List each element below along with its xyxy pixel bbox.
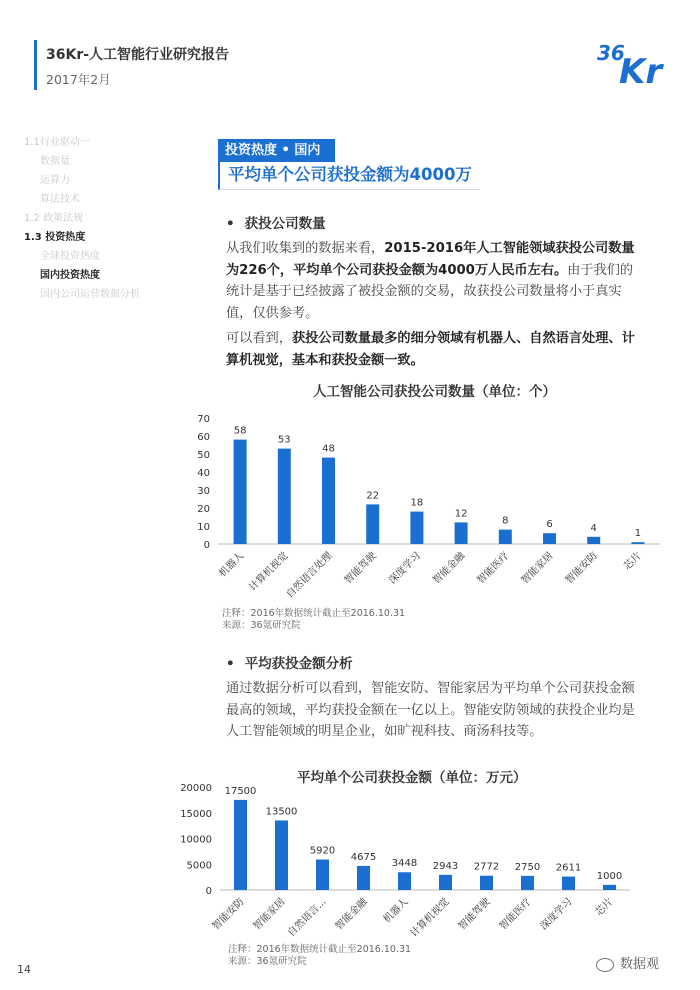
paragraph-count-2: 可以看到，获投公司数量最多的细分领域有机器人、自然语言处理、计算机视觉，基本和获投金额一致。 <box>226 331 635 368</box>
y-tick-label: 30 <box>197 486 210 497</box>
bullet-heading-amount: • 平均获投金额分析 <box>226 656 353 672</box>
x-tick-label: 智能驾驶 <box>456 896 493 933</box>
data-label: 2611 <box>555 862 582 874</box>
x-tick-label: 深度学习 <box>386 550 424 587</box>
chart2-note: 注释：2016年数据统计截止至2016.10.31 来源：36氪研究院 <box>228 944 412 967</box>
data-label: 1 <box>634 528 642 540</box>
toc-item[interactable]: 数据量 <box>40 156 70 167</box>
svg-text:36: 36 <box>597 41 625 65</box>
x-tick-label: 自然语言... <box>285 896 329 940</box>
page-number: 14 <box>17 963 31 976</box>
x-tick-label: 智能驾驶 <box>342 550 379 587</box>
chart2-title: 平均单个公司获投金额（单位：万元） <box>297 770 527 786</box>
y-tick-label: 15000 <box>180 808 212 820</box>
x-tick-label: 智能医疗 <box>475 550 512 587</box>
x-tick-label: 计算机视觉 <box>408 896 452 940</box>
x-tick-label: 智能金融 <box>333 896 370 933</box>
toc-item[interactable]: 全球投资热度 <box>40 251 100 262</box>
x-tick-label: 芯片 <box>622 550 645 573</box>
section-tag: 投资热度 • 国内 <box>218 139 335 162</box>
y-tick-label: 0 <box>205 886 212 897</box>
data-label: 1000 <box>596 870 623 882</box>
y-tick-label: 10 <box>197 522 210 533</box>
data-label: 58 <box>233 425 247 437</box>
data-label: 3448 <box>391 858 418 870</box>
x-tick-label: 芯片 <box>593 896 616 919</box>
data-label: 53 <box>277 434 291 446</box>
bar <box>410 512 423 544</box>
chart-company-count <box>170 405 680 605</box>
paragraph-count-1: 从我们收集到的数据来看，2015-2016年人工智能领域获投公司数量为226个，平均单个公司获投金额为4000万人民币左右。由于我们的统计是基于已经披露了被投金额的交易，故获投公司数量将小于真实值，仅供参考。 <box>226 241 635 321</box>
wechat-icon <box>596 958 614 972</box>
data-label: 48 <box>322 443 335 455</box>
bullet-heading-count: • 获投公司数量 <box>226 216 326 232</box>
svg-text:Kr: Kr <box>619 52 663 88</box>
bar <box>278 449 291 544</box>
bar <box>439 875 452 890</box>
bar <box>587 537 600 544</box>
header-accent-bar <box>34 40 37 90</box>
bar <box>234 440 247 544</box>
bar <box>631 542 644 544</box>
data-label: 2772 <box>473 861 500 873</box>
table-of-contents <box>24 133 204 304</box>
x-tick-label: 计算机视觉 <box>247 550 291 594</box>
36kr-logo <box>597 38 683 88</box>
y-tick-label: 0 <box>203 540 210 551</box>
data-label: 8 <box>502 515 509 527</box>
data-label: 22 <box>366 490 380 502</box>
data-label: 2750 <box>514 861 541 873</box>
bar <box>521 876 534 890</box>
bar <box>322 458 335 544</box>
data-label: 2943 <box>432 860 459 872</box>
toc-item[interactable]: 1.3 投资热度 <box>24 232 86 243</box>
x-tick-label: 自然语言处理 <box>284 550 335 601</box>
x-tick-label: 深度学习 <box>538 896 575 933</box>
x-tick-label: 智能医疗 <box>497 896 534 933</box>
data-label: 5920 <box>309 845 336 857</box>
report-date: 2017年2月 <box>46 72 111 87</box>
bar <box>398 872 411 890</box>
x-tick-label: 智能金融 <box>431 550 468 587</box>
y-tick-label: 20000 <box>180 783 212 794</box>
bar <box>480 876 493 890</box>
bar <box>455 522 468 544</box>
chart1-note: 注释：2016年数据统计截止至2016.10.31 来源：36氪研究院 <box>222 608 406 631</box>
data-label: 17500 <box>224 785 257 797</box>
x-tick-label: 智能家居 <box>251 896 288 933</box>
toc-item[interactable]: 1.2 政策法规 <box>24 213 84 224</box>
data-label: 12 <box>454 508 468 520</box>
toc-item[interactable]: 国内投资热度 <box>40 270 100 281</box>
x-tick-label: 智能安防 <box>563 550 600 587</box>
y-tick-label: 40 <box>197 468 210 479</box>
x-tick-label: 智能安防 <box>210 896 247 933</box>
toc-item[interactable]: 国内公司运营数据分析 <box>40 289 140 300</box>
y-tick-label: 70 <box>197 414 210 425</box>
data-label: 18 <box>410 497 424 509</box>
y-tick-label: 50 <box>197 450 210 461</box>
chart-avg-amount <box>170 778 680 943</box>
y-tick-label: 20 <box>197 504 210 515</box>
report-title: 36Kr-人工智能行业研究报告 <box>46 47 230 63</box>
y-tick-label: 60 <box>197 432 210 443</box>
bar <box>357 866 370 890</box>
bar <box>543 533 556 544</box>
x-tick-label: 机器人 <box>217 550 247 580</box>
y-tick-label: 10000 <box>180 834 212 846</box>
paragraph-amount: 通过数据分析可以看到，智能安防、智能家居为平均单个公司获投金额最高的领域，平均获投金额在一亿以上。智能安防领域的获投企业均是人工智能领域的明星企业，如旷视科技、商汤科技等。 <box>226 681 635 739</box>
toc-item[interactable]: 运算力 <box>40 175 70 186</box>
watermark: 数据观 <box>596 953 659 972</box>
data-label: 6 <box>546 519 553 531</box>
data-label: 4675 <box>350 851 377 863</box>
chart1-title: 人工智能公司获投公司数量（单位：个） <box>313 384 556 400</box>
bar <box>499 530 512 544</box>
bar <box>275 820 288 890</box>
data-label: 4 <box>590 522 597 534</box>
bar <box>562 877 575 890</box>
toc-item[interactable]: 1.1行业驱动一 <box>24 137 90 148</box>
y-tick-label: 5000 <box>186 860 212 872</box>
bar <box>366 504 379 544</box>
toc-item[interactable]: 算法技术 <box>40 194 80 205</box>
data-label: 13500 <box>265 806 298 818</box>
x-tick-label: 智能家居 <box>519 550 556 587</box>
bar <box>234 800 247 890</box>
bar <box>316 860 329 890</box>
section-title: 平均单个公司获投金额为4000万 <box>218 162 480 190</box>
x-tick-label: 机器人 <box>381 896 411 926</box>
bar <box>603 885 616 890</box>
